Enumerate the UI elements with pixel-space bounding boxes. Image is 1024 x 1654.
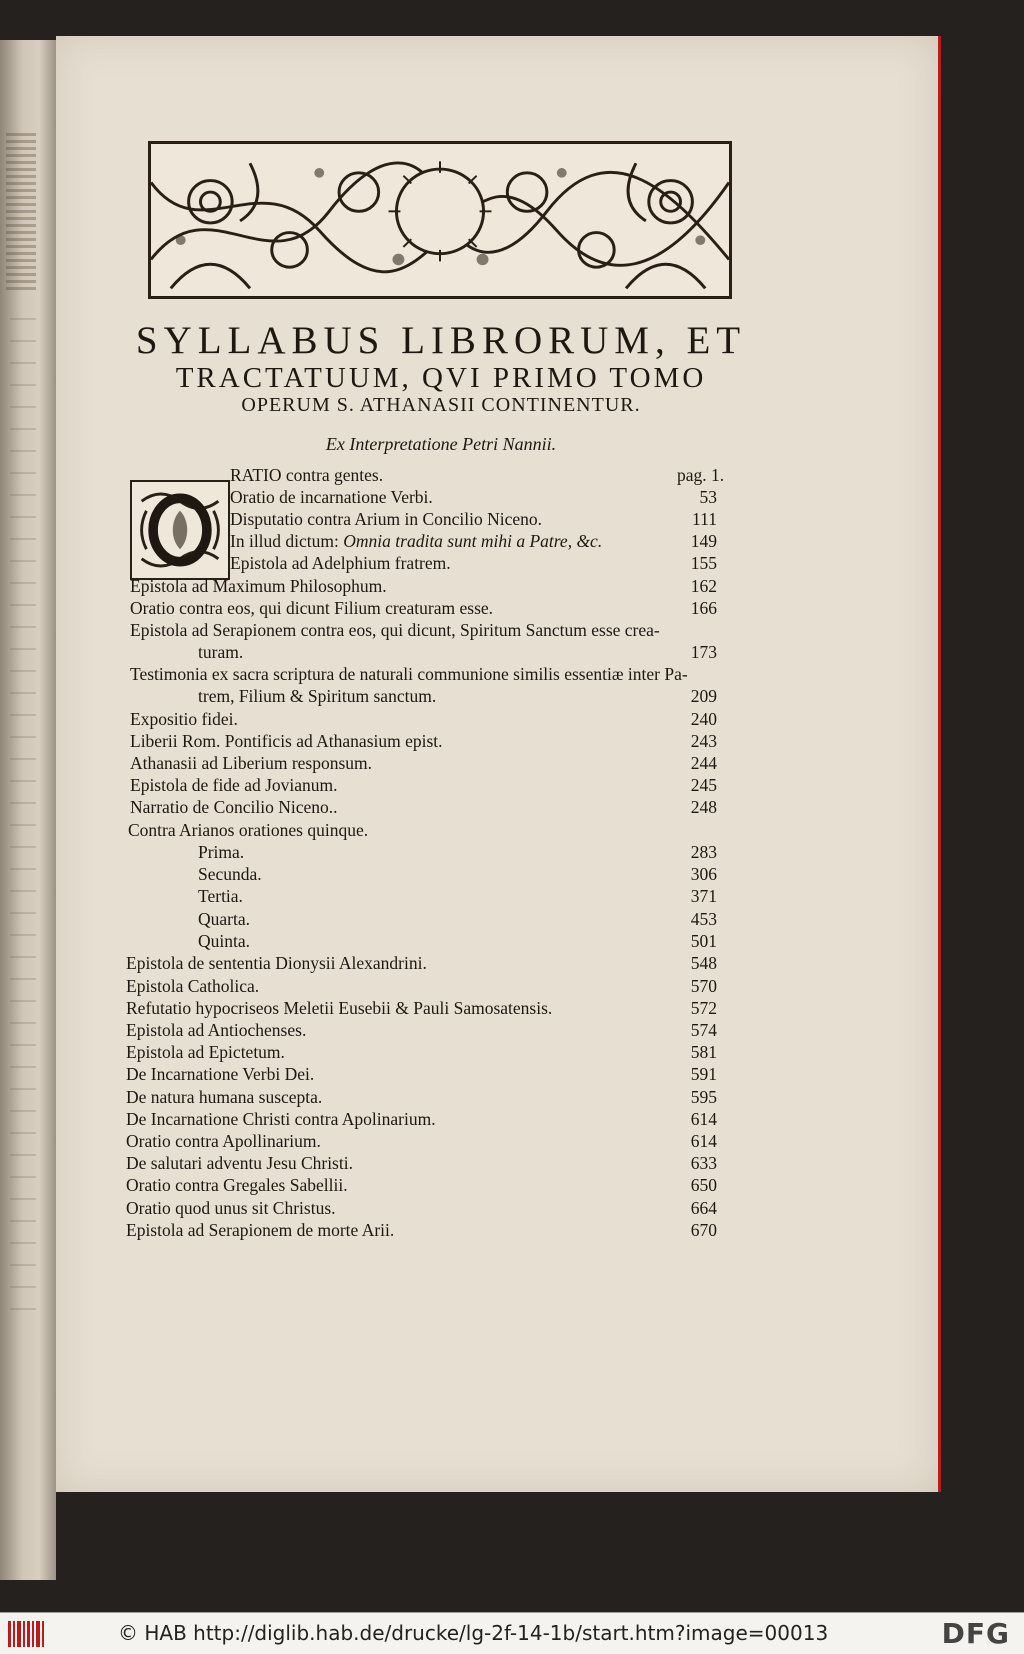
- toc-page-number: 581: [690, 1042, 717, 1062]
- previous-page-edge: [0, 40, 56, 1580]
- toc-entry: [130, 731, 717, 753]
- toc-entry: [128, 820, 717, 842]
- toc-page-number: 670: [690, 1220, 717, 1240]
- subtitle: Ex Interpretatione Petri Nannii.: [325, 434, 557, 454]
- toc-entry: [130, 709, 717, 731]
- toc-entry: [230, 487, 717, 509]
- toc-title: Expositio fidei.: [130, 709, 238, 729]
- toc-entry: [130, 753, 717, 775]
- toc-page-number: 166: [690, 598, 717, 618]
- toc-title: Epistola de fide ad Jovianum.: [130, 775, 338, 795]
- toc-entry: [130, 620, 717, 642]
- toc-title: Epistola de sententia Dionysii Alexandrini.: [126, 953, 427, 973]
- toc-entry: [126, 953, 717, 975]
- toc-page-number: 591: [690, 1064, 717, 1084]
- bleed-through-text: [10, 310, 36, 1310]
- toc-title: Oratio contra Gregales Sabellii.: [126, 1175, 348, 1195]
- toc-page-number: 173: [690, 642, 717, 662]
- toc-title: Oratio quod unus sit Christus.: [126, 1198, 336, 1218]
- toc-page-number: 149: [690, 531, 717, 551]
- toc-page-number: 209: [690, 686, 717, 706]
- toc-page-number: 650: [690, 1175, 717, 1195]
- toc-entry: [198, 931, 717, 953]
- toc-title: Narratio de Concilio Niceno..: [130, 797, 338, 817]
- toc-page-number: 595: [690, 1087, 717, 1107]
- toc-title: De natura humana suscepta.: [126, 1087, 323, 1107]
- footer-credit: © HAB http://diglib.hab.de/drucke/lg-2f-14-1b/start.htm?image=00013: [118, 1621, 829, 1645]
- toc-entry: [130, 797, 717, 819]
- toc-entry: [198, 864, 717, 886]
- toc-page-number: 501: [690, 931, 717, 951]
- toc-page-number: pag. 1.: [677, 465, 725, 485]
- toc-title: Contra Arianos orationes quinque.: [128, 820, 369, 840]
- toc-entry: [198, 686, 717, 708]
- toc-page-number: 574: [690, 1020, 717, 1040]
- toc-title-wrap: [230, 531, 602, 552]
- toc-entry: [230, 465, 725, 487]
- toc-title: Epistola ad Maximum Philosophum.: [130, 576, 387, 596]
- toc-page-number: 244: [690, 753, 717, 773]
- toc-title: Epistola ad Serapionem de morte Arii.: [126, 1220, 395, 1240]
- toc-title: Prima.: [198, 842, 245, 862]
- toc-entry: [130, 576, 717, 598]
- ornamental-headpiece: [148, 141, 732, 299]
- toc-title: Secunda.: [198, 864, 262, 884]
- toc-page-number: 53: [699, 487, 717, 507]
- toc-entry: [126, 998, 717, 1020]
- toc-entry: [230, 553, 717, 575]
- toc-title: Liberii Rom. Pontificis ad Athanasium epist.: [130, 731, 443, 751]
- toc-title: Epistola ad Epictetum.: [126, 1042, 285, 1062]
- toc-page-number: 614: [690, 1131, 717, 1151]
- toc-page-number: 248: [690, 797, 717, 817]
- toc-title: Tertia.: [198, 886, 243, 906]
- toc-title: Quinta.: [198, 931, 251, 951]
- toc-title: Athanasii ad Liberium responsum.: [130, 753, 373, 773]
- toc-title: Epistola ad Adelphium fratrem.: [230, 553, 451, 573]
- toc-entry: [126, 1042, 717, 1064]
- toc-page-number: 570: [690, 976, 717, 996]
- title-line-1: SYLLABUS LIBRORUM, ET: [135, 319, 747, 362]
- toc-page-number: 614: [690, 1109, 717, 1129]
- toc-page-number: 283: [690, 842, 717, 862]
- toc-entry: [230, 509, 717, 531]
- toc-title: Oratio de incarnatione Verbi.: [230, 487, 433, 507]
- toc-title: Quarta.: [198, 909, 250, 929]
- title-line-2: TRACTATUUM, QVI PRIMO TOMO: [175, 362, 707, 394]
- toc-title: Disputatio contra Arium in Concilio Niceno.: [230, 509, 543, 529]
- toc-entry: [198, 842, 717, 864]
- toc-entry: [126, 1220, 717, 1242]
- toc-entry: [198, 909, 717, 931]
- toc-entry: [130, 664, 717, 686]
- toc-entry: [126, 1131, 717, 1153]
- toc-page-number: 548: [690, 953, 717, 973]
- toc-page-number: 572: [690, 998, 717, 1018]
- toc-entry: [126, 1087, 717, 1109]
- toc-title: trem, Filium & Spiritum sanctum.: [198, 686, 437, 706]
- toc-page-number: 243: [690, 731, 717, 751]
- drop-cap-o: [130, 480, 230, 580]
- toc-entry: [126, 1064, 717, 1086]
- toc-title: turam.: [198, 642, 244, 662]
- barcode-icon: [8, 1621, 46, 1647]
- toc-page-number: 162: [690, 576, 717, 596]
- toc-title: De Incarnatione Christi contra Apolinarium.: [126, 1109, 436, 1129]
- toc-entry: [126, 976, 717, 998]
- toc-entry: [126, 1153, 717, 1175]
- toc-page-number: 371: [690, 886, 717, 906]
- toc-entry: [126, 1109, 717, 1131]
- toc-entry: [198, 642, 717, 664]
- toc-page-number: 111: [692, 509, 717, 529]
- toc-entry: [230, 531, 717, 553]
- toc-title: Oratio contra eos, qui dicunt Filium creaturam esse.: [130, 598, 494, 618]
- toc-entry: [126, 1175, 717, 1197]
- toc-title: Epistola ad Antiochenses.: [126, 1020, 307, 1040]
- toc-title-italic: Omnia tradita sunt mihi a Patre, &c.: [338, 531, 603, 551]
- toc-page-number: 245: [690, 775, 717, 795]
- dfg-logo: DFG: [941, 1617, 1010, 1650]
- toc-entry: [130, 775, 717, 797]
- toc-entry: [130, 598, 717, 620]
- toc-title: De Incarnatione Verbi Dei.: [126, 1064, 315, 1084]
- toc-title: De salutari adventu Jesu Christi.: [126, 1153, 353, 1173]
- toc-title: RATIO contra gentes.: [230, 465, 384, 485]
- toc-page-number: 664: [690, 1198, 717, 1218]
- toc-title: Oratio contra Apollinarium.: [126, 1131, 321, 1151]
- toc-entry: [198, 886, 717, 908]
- toc-title: Epistola ad Serapionem contra eos, qui dicunt, Spiritum Sanctum esse crea-: [130, 620, 660, 640]
- toc-title: Refutatio hypocriseos Meletii Eusebii & Pauli Samosatensis.: [126, 998, 553, 1018]
- toc-page-number: 306: [690, 864, 717, 884]
- toc-page-number: 453: [690, 909, 717, 929]
- viewer-footer: [0, 1612, 1024, 1654]
- toc-page-number: 155: [690, 553, 717, 573]
- toc-page-number: 240: [690, 709, 717, 729]
- toc-title: In illud dictum:: [230, 531, 339, 551]
- toc-entry: [126, 1198, 717, 1220]
- toc-title: Testimonia ex sacra scriptura de naturali communione similis essentiæ inter Pa-: [130, 664, 688, 684]
- bleed-through: [6, 130, 36, 290]
- toc-entry: [126, 1020, 717, 1042]
- toc-page-number: 633: [690, 1153, 717, 1173]
- title-line-3: OPERUM S. ATHANASII CONTINENTUR.: [241, 394, 641, 416]
- toc-title: Epistola Catholica.: [126, 976, 260, 996]
